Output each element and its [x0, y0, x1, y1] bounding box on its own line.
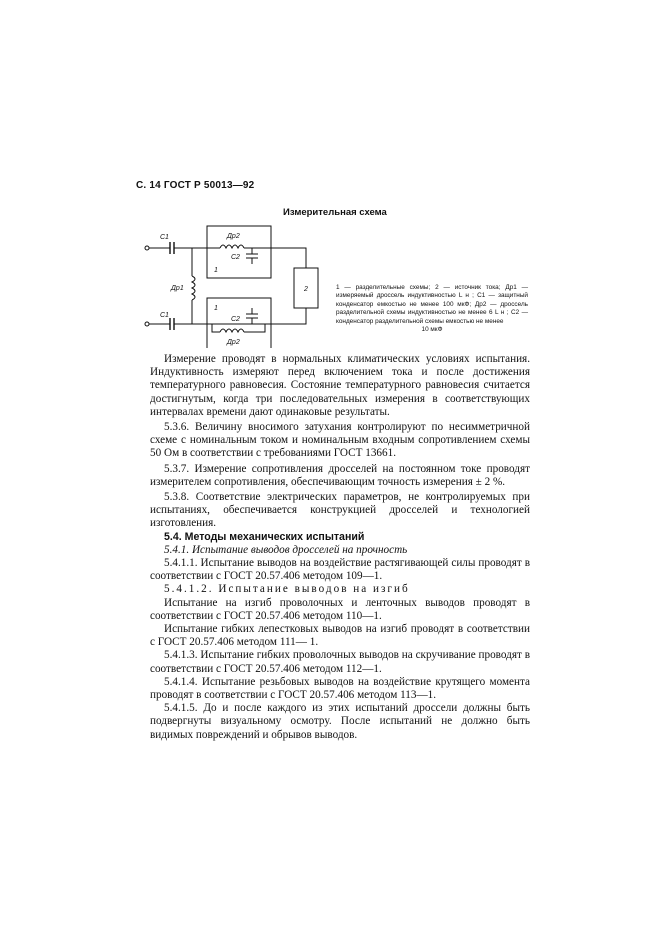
paragraph: Испытание гибких лепестковых выводов на изгиб проводят в соответствии с ГОСТ 20.57.406 методом 111— 1.: [150, 623, 530, 649]
paragraph: 5.3.7. Измерение сопротивления дросселей на постоянном токе проводят измерителем сопротивления, обеспечивающим точность измерения ± 2 %.: [150, 462, 530, 488]
label-c2-bottom: С2: [231, 316, 240, 323]
diagram-legend: [336, 284, 528, 334]
legend-text: 1 — разделительные схемы; 2 — источник тока; Др1 — измеряемый дроссель индуктивностью L н ; С1 — защитный конденсатор емкостью не менее 100 мкФ; Др2 — дроссель разделительной схемы индуктивностью не менее 6 L н ; С2 — конденсатор разделительной схемы емкостью не менее: [336, 284, 528, 325]
page-header: С. 14 ГОСТ Р 50013—92: [136, 180, 255, 191]
label-block1-bottom: 1: [214, 305, 218, 312]
label-c1-top: С1: [160, 234, 169, 241]
paragraph: 5.4.1.1. Испытание выводов на воздействие растягивающей силы проводят в соответствии с ГОСТ 20.57.406 методом 109—1.: [150, 557, 530, 583]
paragraph: Испытание на изгиб проволочных и ленточных выводов проводят в соответствии с ГОСТ 20.57.406 методом 110—1.: [150, 596, 530, 622]
paragraph: 5.4.1.3. Испытание гибких проволочных выводов на скручивание проводят в соответствии с ГОСТ 20.57.406 методом 112—1.: [150, 649, 530, 675]
label-block1-top: 1: [214, 267, 218, 274]
paragraph: 5.3.8. Соответствие электрических параметров, не контролируемых при испытаниях, обеспечивается конструкцией дросселей и технологией изготовления.: [150, 491, 530, 530]
paragraph: 5.4.1.4. Испытание резьбовых выводов на воздействие крутящего момента проводят в соответствии с ГОСТ 20.57.406 методом 113—1.: [150, 675, 530, 702]
label-dr2-top: Др2: [227, 233, 240, 240]
subsection-heading: 5.4.1.2. Испытание выводов на изгиб: [164, 583, 410, 596]
label-c1-bottom: С1: [160, 312, 169, 319]
document-body: [150, 353, 530, 742]
paragraph: Измерение проводят в нормальных климатических условиях испытания. Индуктивность измеряют перед включением тока и после достижения температурного равновесия. Состояние температурного равновесия считается достигнутым, когда три последовательных измерения в соответствующих интервалах времени дают одинаковые результаты.: [150, 353, 530, 418]
label-dr1: Др1: [171, 285, 184, 292]
paragraph: 5.4.1.5. До и после каждого из этих испытаний дроссели должны быть подвергнуты визуальному осмотру. После испытаний не должно быть видимых повреждений и обрывов выводов.: [150, 702, 530, 741]
label-dr2-bottom: Др2: [227, 339, 240, 346]
paragraph: 5.3.6. Величину вносимого затухания контролируют по несимметричной схеме с номинальным током и номинальным входным сопротивлением схемы 50 Ом в соответствии с требованиями ГОСТ 13661.: [150, 421, 530, 460]
legend-text-last: 10 мкФ: [421, 326, 443, 334]
circuit-diagram: [140, 218, 335, 348]
label-block2: 2: [304, 286, 308, 293]
diagram-title: Измерительная схема: [283, 207, 387, 218]
section-heading: 5.4. Методы механических испытаний: [164, 530, 365, 543]
label-c2-top: С2: [231, 254, 240, 261]
subsection-heading: 5.4.1. Испытание выводов дросселей на прочность: [164, 543, 408, 556]
